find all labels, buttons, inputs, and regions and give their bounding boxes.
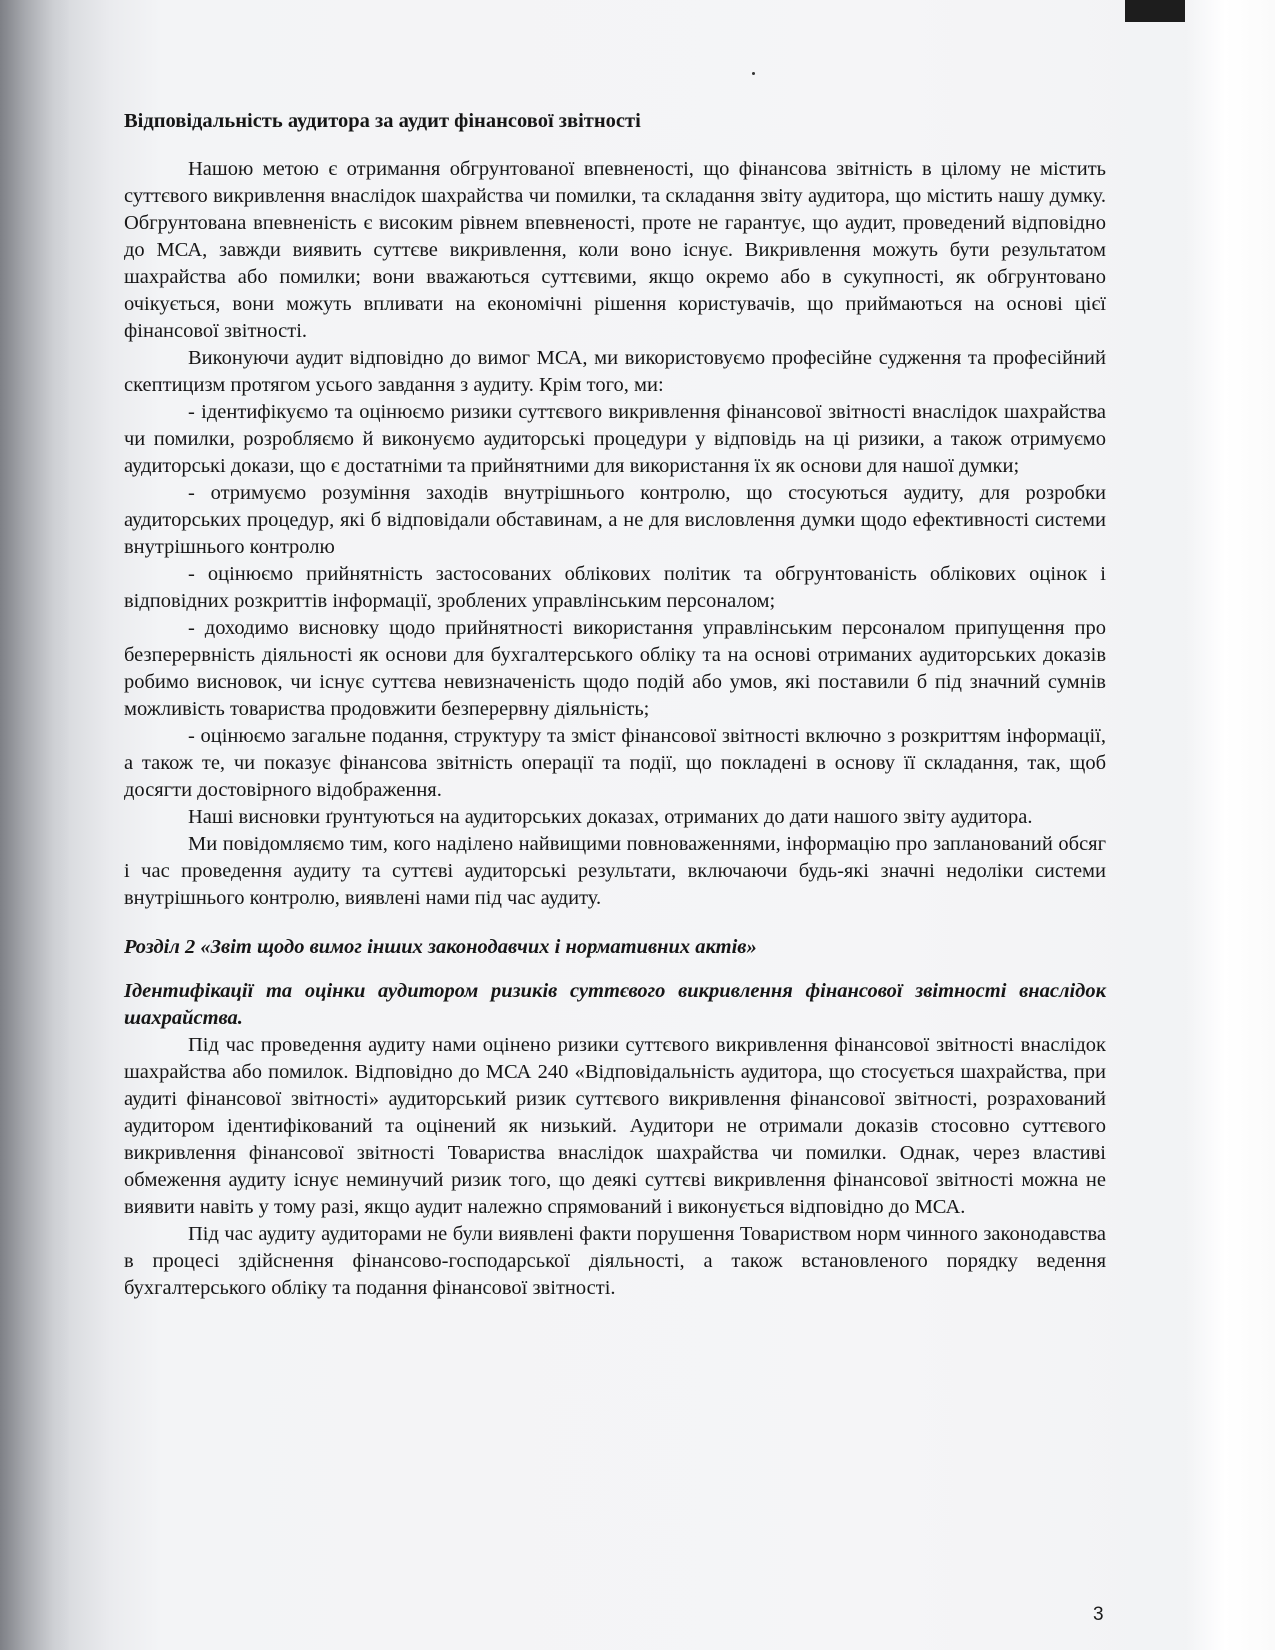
document-body bbox=[124, 108, 1106, 1302]
section-2-heading: Розділ 2 «Звіт щодо вимог інших законодавчих і нормативних актів» bbox=[124, 936, 757, 958]
bullet-item: - доходимо висновку щодо прийнятності використання управлінським персоналом припущення про безперервність діяльності як основи для бухгалтерського обліку та на основі отриманих аудиторських доказів робимо висновок, чи існує суттєва невизначеність щодо подій або умов, які поставили б під значний сумнів можливість товариства продовжити безперервну діяльність; bbox=[124, 617, 1106, 720]
binding-shadow bbox=[0, 0, 70, 1650]
paragraph: Під час аудиту аудиторами не були виявлені факти порушення Товариством норм чинного законодавства в процесі здійснення фінансово-господарської діяльності, а також встановленого порядку ведення бухгалтерського обліку та подання фінансової звітності. bbox=[124, 1223, 1106, 1299]
fraud-risk-subheading: Ідентифікації та оцінки аудитором ризиків суттєвого викривлення фінансової звітності внаслідок шахрайства. bbox=[124, 980, 1106, 1029]
page-number: 3 bbox=[1093, 1604, 1104, 1625]
scan-speck bbox=[752, 72, 755, 75]
paragraph: Виконуючи аудит відповідно до вимог МСА, ми використовуємо професійне судження та професійний скептицизм протягом усього завдання з аудиту. Крім того, ми: bbox=[124, 347, 1106, 396]
bullet-item: - оцінюємо загальне подання, структуру та зміст фінансової звітності включно з розкриттям інформації, а також те, чи показує фінансова звітність операції та події, що покладені в основу її складання, так, щоб досягти достовірного відображення. bbox=[124, 725, 1106, 801]
bullet-item: - ідентифікуємо та оцінюємо ризики суттєвого викривлення фінансової звітності внаслідок шахрайства чи помилки, розробляємо й виконуємо аудиторські процедури у відповідь на ці ризики, а також отримуємо аудиторські докази, що є достатніми та прийнятними для використання їх як основи для нашої думки; bbox=[124, 401, 1106, 477]
bullet-item: - оцінюємо прийнятність застосованих облікових політик та обгрунтованість облікових оцінок і відповідних розкриттів інформації, зроблених управлінським персоналом; bbox=[124, 563, 1106, 612]
scan-edge-mark bbox=[1125, 0, 1185, 22]
section-title: Відповідальність аудитора за аудит фінансової звітності bbox=[124, 110, 641, 132]
bullet-item: - отримуємо розуміння заходів внутрішнього контролю, що стосуються аудиту, для розробки аудиторських процедур, які б відповідали обставинам, а не для висловлення думки щодо ефективності системи внутрішнього контролю bbox=[124, 482, 1106, 558]
paragraph: Під час проведення аудиту нами оцінено ризики суттєвого викривлення фінансової звітності внаслідок шахрайства або помилок. Відповідно до МСА 240 «Відповідальність аудитора, що стосується шахрайства, при аудиті фінансової звітності» аудиторський ризик суттєвого викривлення фінансової звітності, розрахований аудитором ідентифікований та оцінений як низький. Аудитори не отримали доказів стосовно суттєвого викривлення фінансової звітності Товариства внаслідок шахрайства чи помилки. Однак, через властиві обмеження аудиту існує неминучий ризик того, що деякі суттєві викривлення фінансової звітності можна не виявити навіть у тому разі, якщо аудит належно спрямований і виконується відповідно до МСА. bbox=[124, 1034, 1106, 1218]
paragraph: Нашою метою є отримання обгрунтованої впевненості, що фінансова звітність в цілому не містить суттєвого викривлення внаслідок шахрайства чи помилки, та складання звіту аудитора, що містить нашу думку. Обгрунтована впевненість є високим рівнем впевненості, проте не гарантує, що аудит, проведений відповідно до МСА, завжди виявить суттєве викривлення, коли воно існує. Викривлення можуть бути результатом шахрайства або помилки; вони вважаються суттєвими, якщо окремо або в сукупності, як обгрунтовано очікується, вони можуть впливати на економічні рішення користувачів, що приймаються на основі цієї фінансової звітності. bbox=[124, 158, 1106, 342]
paragraph: Ми повідомляємо тим, кого наділено найвищими повноваженнями, інформацію про запланований обсяг і час проведення аудиту та суттєві аудиторські результати, включаючи будь-які значні недоліки системи внутрішнього контролю, виявлені нами під час аудиту. bbox=[124, 833, 1106, 909]
paragraph: Наші висновки ґрунтуються на аудиторських доказах, отриманих до дати нашого звіту аудитора. bbox=[188, 806, 1033, 828]
page-edge bbox=[1185, 0, 1275, 1650]
